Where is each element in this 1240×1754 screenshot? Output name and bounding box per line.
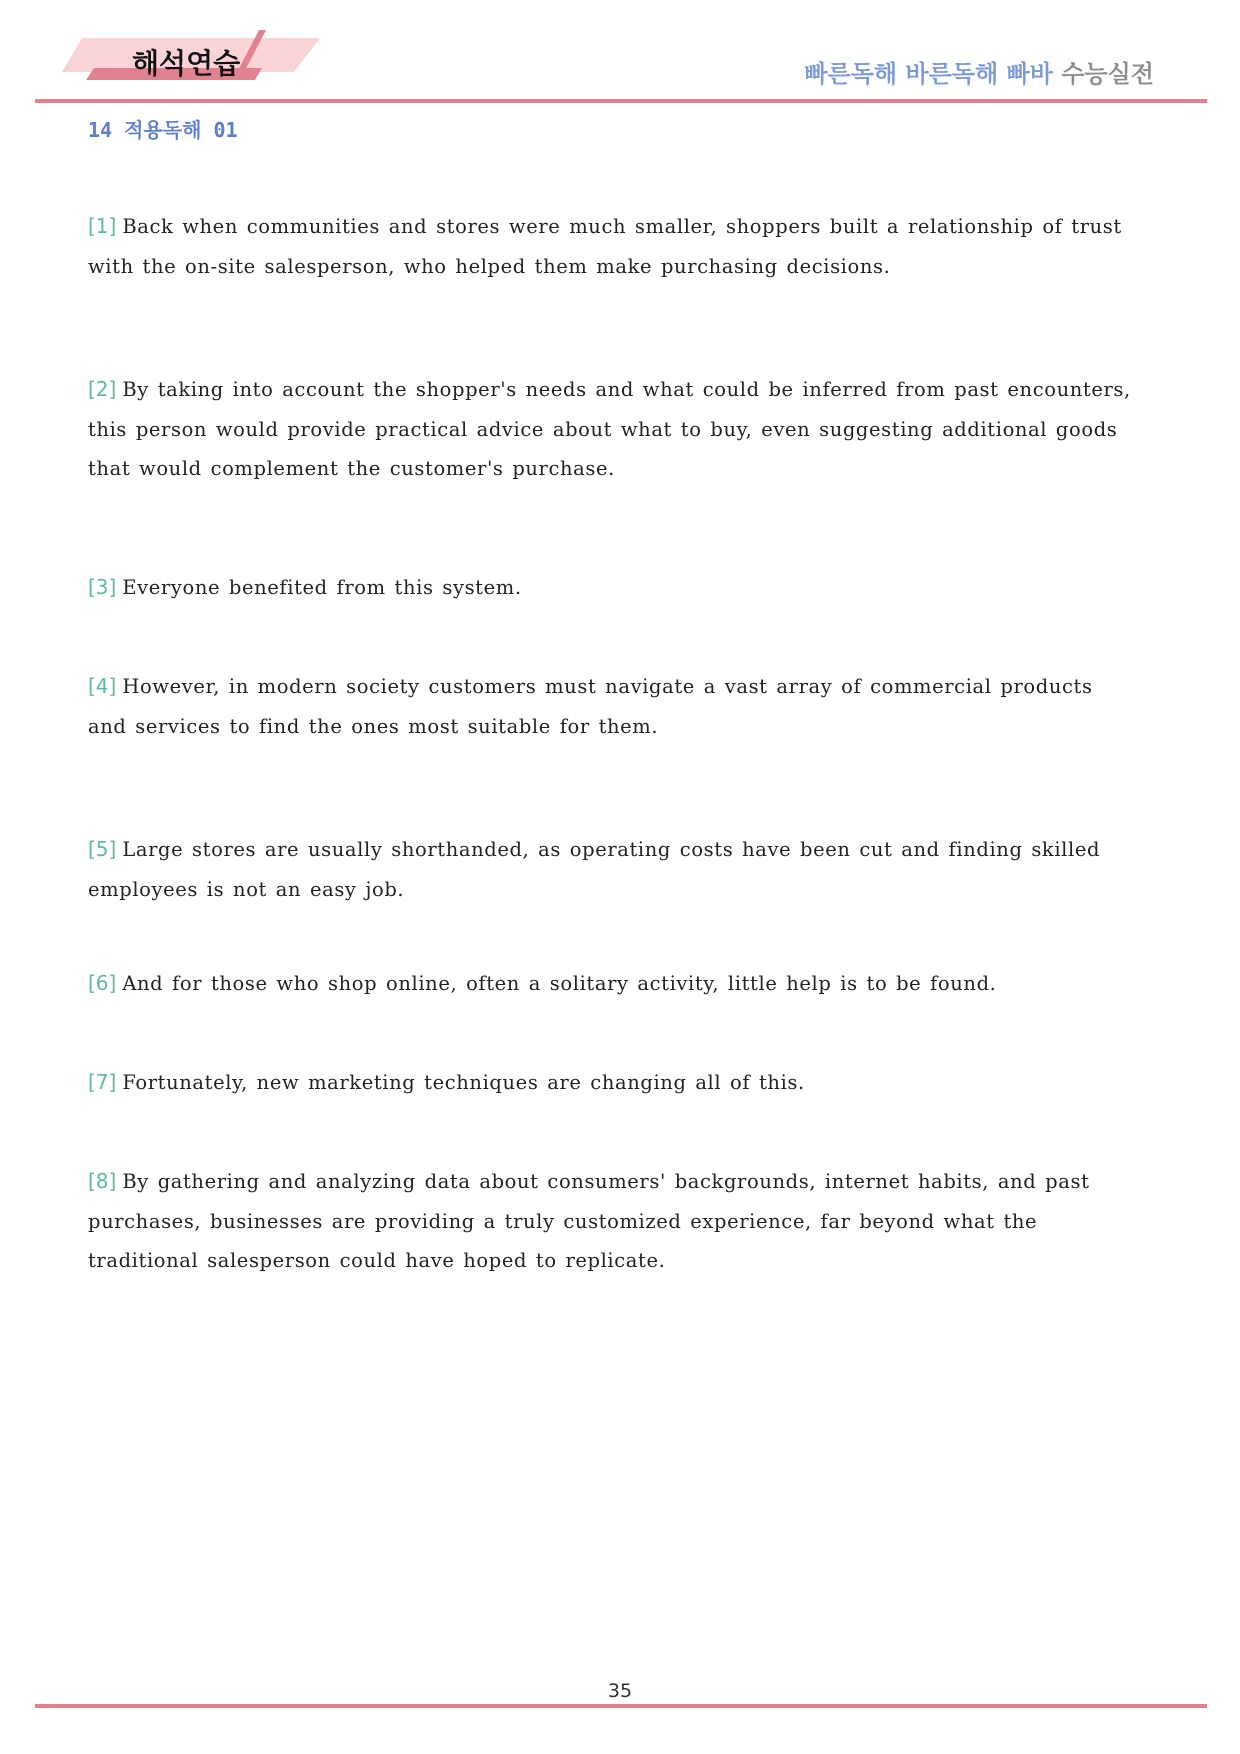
paragraph-marker: [7] [88,1070,117,1094]
paragraph-marker: [4] [88,674,117,698]
paragraph-marker: [3] [88,575,117,599]
paragraph-text: By taking into account the shopper's needs and what could be inferred from past encounters, this person would provide practical advice about what to buy, even suggesting additional goods that would complement the customer's purchase. [88,378,1131,480]
paragraph-text: Large stores are usually shorthanded, as operating costs have been cut and finding skilled employees is not an easy job. [88,838,1101,901]
header-badge [62,30,362,92]
header-divider [35,99,1207,103]
paragraph-5 [88,830,1138,909]
paragraph-3 [88,568,1138,608]
section-title: 14 적용독해 01 [88,118,238,142]
paragraph-marker: [2] [88,377,117,401]
paragraph-text: Back when communities and stores were much smaller, shoppers built a relationship of trust with the on-site salesperson, who helped them make purchasing decisions. [88,215,1122,278]
series-title-sub: 수능실전 [1061,60,1154,88]
paragraph-7 [88,1063,1138,1103]
paragraph-1 [88,207,1138,286]
paragraph-marker: [6] [88,971,117,995]
paragraph-marker: [8] [88,1169,117,1193]
badge-label: 해석연습 [132,47,241,80]
series-title-main: 빠른독해 바른독해 빠바 [804,60,1053,88]
paragraph-text: And for those who shop online, often a solitary activity, little help is to be found. [122,972,997,995]
paragraph-text: Everyone benefited from this system. [122,576,522,599]
paragraph-6 [88,964,1138,1004]
footer-divider [35,1704,1207,1708]
paragraph-text: However, in modern society customers must navigate a vast array of commercial products and services to find the ones most suitable for them. [88,675,1093,738]
paragraph-marker: [5] [88,837,117,861]
paragraph-4 [88,667,1138,746]
paragraph-text: By gathering and analyzing data about consumers' backgrounds, internet habits, and past purchases, businesses are providing a truly customized experience, far beyond what the traditional salesperson could have hoped to replicate. [88,1170,1090,1272]
paragraph-2 [88,370,1138,489]
series-title [804,54,1154,89]
page-number: 35 [607,1680,633,1702]
paragraph-text: Fortunately, new marketing techniques are changing all of this. [122,1071,805,1094]
paragraph-marker: [1] [88,214,117,238]
paragraph-8 [88,1162,1138,1281]
